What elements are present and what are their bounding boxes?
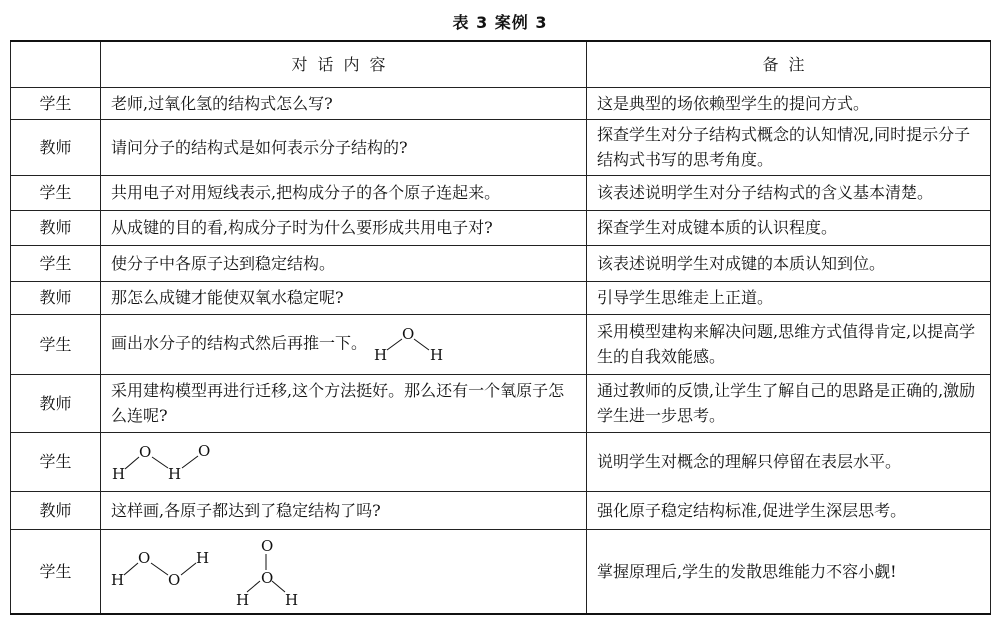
bond-line [124,563,138,575]
bond-line [125,457,139,469]
table-row [11,87,991,119]
role-cell: 教师 [11,491,101,529]
role-cell: 教师 [11,281,101,314]
table-row [11,175,991,210]
note-cell: 采用模型建构来解决问题,思维方式值得肯定,以提高学生的自我效能感。 [587,314,991,374]
atom-label: O [168,571,181,590]
dialogue-cell: 这样画,各原子都达到了稳定结构了吗? [101,491,587,529]
dialogue-cell [101,314,587,374]
bond-line [181,563,196,575]
atom-label: O [261,569,274,588]
role-cell: 学生 [11,245,101,281]
atom-label: H [374,346,388,364]
atom-label: H [112,464,126,483]
bond-line [272,581,285,592]
dialogue-text: 画出水分子的结构式然后再推一下。 [111,333,368,353]
dialogue-cell: 从成键的目的看,构成分子时为什么要形成共用电子对? [101,210,587,245]
note-cell: 该表述说明学生对分子结构式的含义基本清楚。 [587,175,991,210]
table-row [11,529,991,614]
dialogue-cell: 采用建构模型再进行迁移,这个方法挺好。那么还有一个氧原子怎么连呢? [101,374,587,432]
bond-line [387,339,402,350]
role-cell: 教师 [11,374,101,432]
atom-label: O [198,441,211,460]
role-cell: 学生 [11,175,101,210]
atom-label: O [138,549,151,568]
dialogue-cell: 共用电子对用短线表示,把构成分子的各个原子连起来。 [101,175,587,210]
peroxide-structures-diagram [111,532,331,610]
dialogue-cell: 请问分子的结构式是如何表示分子结构的? [101,119,587,175]
water-structure-diagram [372,324,446,364]
atom-label: H [430,346,444,364]
atom-label: H [236,591,250,610]
dialogue-cell: 那怎么成键才能使双氧水稳定呢? [101,281,587,314]
header-dialogue: 对话内容 [101,41,587,87]
note-cell: 通过教师的反馈,让学生了解自己的思路是正确的,激励学生进一步思考。 [587,374,991,432]
atom-label: H [111,571,125,590]
case-table [10,40,991,615]
note-cell: 说明学生对概念的理解只停留在表层水平。 [587,432,991,491]
atom-label: H [285,591,299,610]
dialogue-cell [101,432,587,491]
table-row [11,374,991,432]
dialogue-cell: 老师,过氧化氢的结构式怎么写? [101,87,587,119]
header-row [11,41,991,87]
note-cell: 探查学生对成键本质的认识程度。 [587,210,991,245]
note-cell: 探查学生对分子结构式概念的认知情况,同时提示分子结构式书写的思考角度。 [587,119,991,175]
table-row [11,491,991,529]
table-row [11,119,991,175]
role-cell: 学生 [11,529,101,614]
table-row [11,281,991,314]
bond-line [414,339,429,350]
role-cell: 教师 [11,119,101,175]
peroxide-structures-wrap [111,532,576,610]
role-cell: 学生 [11,314,101,374]
note-cell: 这是典型的场依赖型学生的提问方式。 [587,87,991,119]
atom-label: O [402,325,415,343]
atom-label: O [261,537,274,556]
table-row [11,210,991,245]
dialogue-cell: 使分子中各原子达到稳定结构。 [101,245,587,281]
table-row [11,432,991,491]
header-note: 备注 [587,41,991,87]
role-cell: 学生 [11,432,101,491]
note-cell: 该表述说明学生对成键的本质认知到位。 [587,245,991,281]
table-caption: 表 3 案例 3 [452,13,548,32]
header-role [11,41,101,87]
atom-label: H [168,464,182,483]
chain-structure-wrap [111,439,576,485]
dialogue-cell [101,529,587,614]
note-cell: 掌握原理后,学生的发散思维能力不容小觑! [587,529,991,614]
table-row [11,245,991,281]
atom-label: O [139,442,152,461]
h-o-h-o-chain-diagram [111,439,231,485]
role-cell: 教师 [11,210,101,245]
bond-line [182,456,198,468]
bond-line [152,457,168,468]
role-cell: 学生 [11,87,101,119]
table-row [11,314,991,374]
atom-label: H [196,549,210,568]
bond-line [151,563,168,575]
note-cell: 引导学生思维走上正道。 [587,281,991,314]
note-cell: 强化原子稳定结构标准,促进学生深层思考。 [587,491,991,529]
